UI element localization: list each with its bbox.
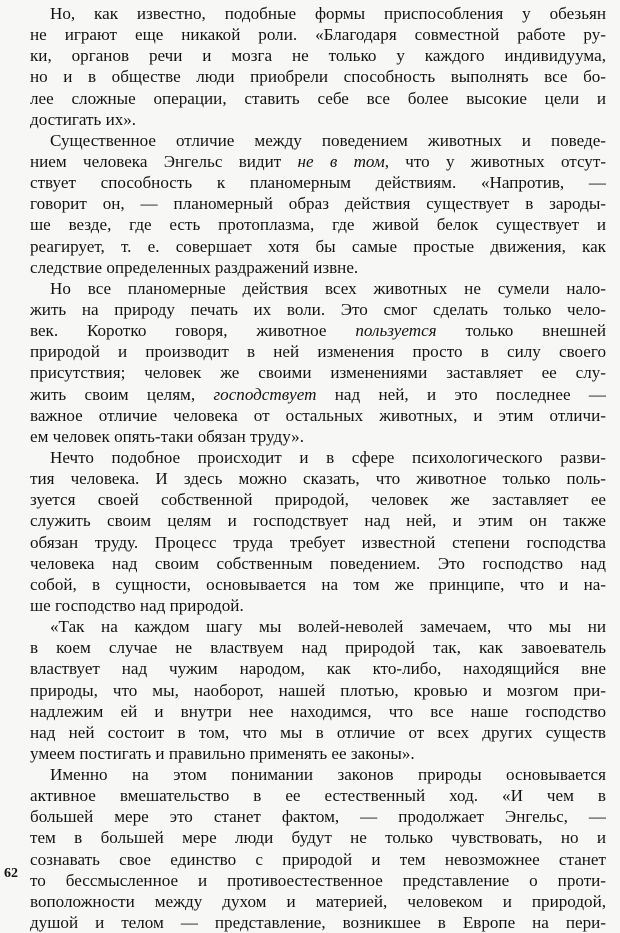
text-segment: активное вмешательство в ее естественный ход. «И чем в [30,786,606,806]
text-line [30,278,606,299]
text-segment: над ней состоит в том, что мы в отличие от всех других существ [30,722,606,742]
text-line [30,870,606,891]
text-segment: жить на природу печать их воли. Это смог сделать только чело- [30,299,606,319]
text-line [30,193,606,214]
text-line [30,24,606,45]
text-segment: Существенное отличие между поведением животных и поведе- [50,130,606,150]
italic-text: пользуется [355,321,437,341]
paragraph [30,278,606,447]
text-segment: тем в большей мере люди будут не только чувствовать, но и [30,828,606,848]
paragraph [30,447,606,616]
text-segment: важное отличие человека от остальных животных, и этим отличи- [30,405,606,425]
text-line [30,616,606,637]
text-segment: но и в обществе люди приобрели способность выполнять все бо- [30,67,606,87]
text-segment: большей мере это станет фактом, — продолжает Энгельс, — [30,807,606,827]
text-segment: обязан труду. Процесс труда требует известной степени господства [30,532,606,552]
text-segment: реагирует, т. е. совершает хотя бы самые простые движения, как [30,236,606,256]
text-segment: над ней, и это последнее — [316,384,606,404]
text-line [30,3,606,24]
text-line [30,405,606,426]
text-line [30,468,606,489]
text-line [30,658,606,679]
text-segment: лее сложные операции, ставить себе все более высокие цели и [30,88,606,108]
text-line [30,510,606,531]
paragraph [30,130,606,278]
text-segment: в коем случае не властвуем над природой так, как завоеватель [30,638,606,658]
text-line [30,341,606,362]
text-line [30,764,606,785]
text-segment: век. Коротко говоря, животное [30,321,356,341]
text-line [30,214,606,235]
text-segment: ше господство над природой. [30,595,244,615]
text-line [30,172,606,193]
text-line [30,66,606,87]
text-line [30,553,606,574]
text-segment: не играют еще никакой роли. «Благодаря совместной работе ру- [30,25,606,45]
text-segment: властвует над чужим народом, как кто-либо, находящийся вне [30,659,606,679]
text-line [30,257,606,278]
text-segment: природой и производит в ней изменения просто в силу своего [30,342,606,362]
text-line [30,45,606,66]
text-line [30,151,606,172]
page-text [30,3,606,933]
text-line [30,362,606,383]
text-line [30,236,606,257]
paragraph [30,3,606,130]
text-line [30,722,606,743]
text-segment: ше везде, где есть протоплазма, где живой белок существует и [30,215,606,235]
text-line [30,574,606,595]
text-segment: Именно на этом понимании законов природы основывается [50,765,606,785]
text-line [30,891,606,912]
text-segment: собой, в сущности, основывается на том же принципе, что и на- [30,574,606,594]
text-segment: только внешней [436,321,606,341]
text-line [30,595,606,616]
text-segment: Но, как известно, подобные формы приспособления у обезьян [50,4,606,23]
text-segment: надлежим ей и внутри нее находимся, что все наше господство [30,701,606,721]
text-line [30,320,606,341]
text-line [30,532,606,553]
text-segment: следствие определенных раздражений извне. [30,257,359,277]
text-segment: Нечто подобное происходит и в сфере психологического разви- [50,447,606,467]
text-segment: присутствия; человек же своими изменениями заставляет ее слу- [30,363,606,383]
text-segment: ем человек опять-таки обязан труду». [30,426,304,446]
text-line [30,109,606,130]
text-segment: природы, что мы, наоборот, нашей плотью, кровью и мозгом при- [30,680,606,700]
text-segment: тия человека. И здесь можно сказать, что животное только поль- [30,469,606,489]
text-line [30,130,606,151]
text-segment: то бессмысленное и противоестественное представление о проти- [30,870,606,890]
text-segment: воположности между духом и материей, человеком и природой, [30,891,606,911]
text-line [30,426,606,447]
text-segment: зуется своей собственной природой, человек же заставляет ее [30,490,606,510]
text-line [30,88,606,109]
text-segment: служить своим целям и господствует над ней, и этим он также [30,511,606,531]
text-segment: Но все планомерные действия всех животных не сумели нало- [50,278,606,298]
text-segment: душой и телом — представление, возникшее в Европе на пери- [30,913,606,933]
text-segment: нием человека Энгельс видит [30,151,298,171]
text-segment: , что у животных отсут- [384,151,606,171]
text-line [30,447,606,468]
italic-text: не в том [297,151,385,171]
text-segment: ки, органов речи и мозга не только у каждого индивидуума, [30,46,606,66]
text-segment: достигать их». [30,109,137,129]
text-line [30,806,606,827]
text-line [30,827,606,848]
text-line [30,701,606,722]
text-line [30,912,606,933]
paragraph [30,616,606,764]
text-segment: сознавать свое единство с природой и тем невозможнее станет [30,849,606,869]
paragraph [30,764,606,933]
text-segment: ствует способность к планомерным действиям. «Напротив, — [30,173,606,193]
text-line [30,680,606,701]
text-line [30,637,606,658]
text-line [30,299,606,320]
text-segment: «Так на каждом шагу мы волей-неволей замечаем, что мы ни [50,617,606,637]
text-line [30,849,606,870]
text-segment: человека над своим собственным поведением. Это господство над [30,553,606,573]
text-line [30,743,606,764]
text-line [30,384,606,405]
page-number: 62 [4,866,18,881]
text-line [30,489,606,510]
text-segment: говорит он, — планомерный образ действия существует в зароды- [30,194,606,214]
text-line [30,785,606,806]
text-segment: жить своим целям, [30,384,214,404]
italic-text: господствует [213,384,317,404]
text-segment: умеем постигать и правильно применять ее законы». [30,743,415,763]
